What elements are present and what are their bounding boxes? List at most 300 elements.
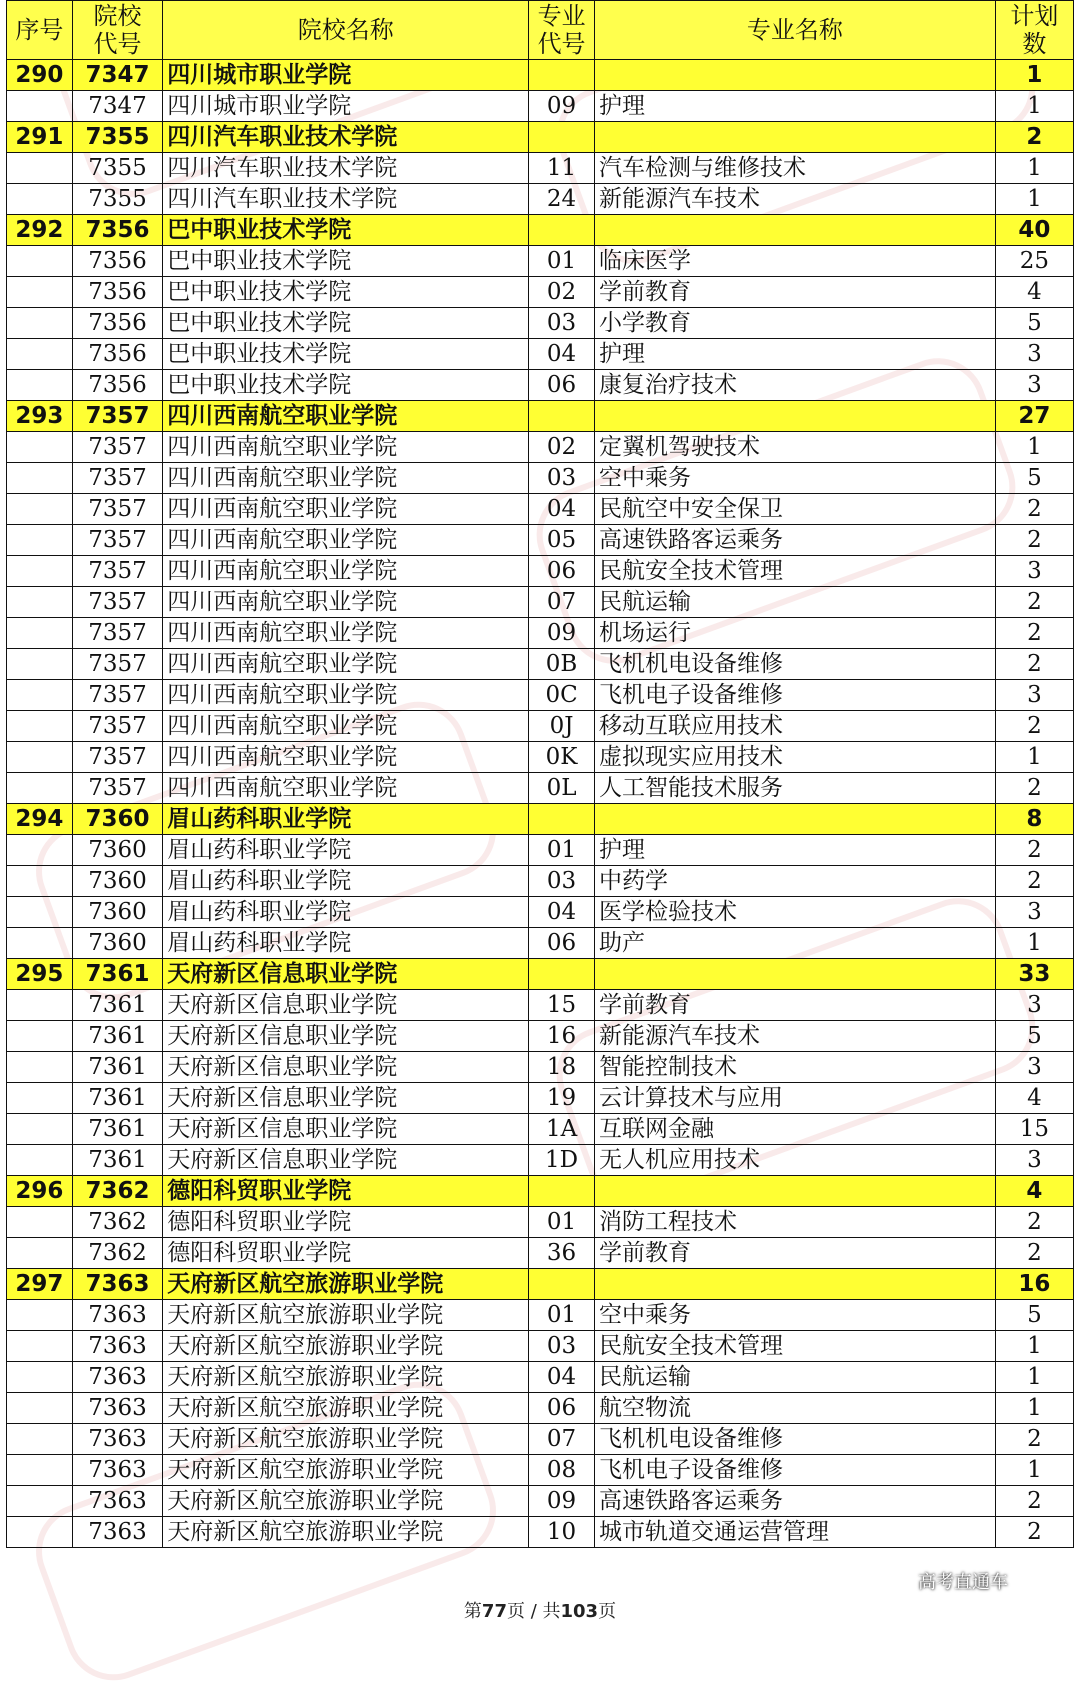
- school-code-cell: 7356: [72, 215, 162, 246]
- school-code-cell: 7361: [72, 1114, 162, 1145]
- major-row: [7, 1486, 1074, 1517]
- major-name-cell: 临床医学: [594, 246, 995, 277]
- plan-total-cell: 8: [995, 804, 1073, 835]
- major-name-cell: [594, 60, 995, 91]
- major-name-cell: 小学教育: [594, 308, 995, 339]
- school-name-cell: 四川西南航空职业学院: [163, 649, 529, 680]
- major-code-cell: 07: [529, 587, 595, 618]
- major-name-cell: 机场运行: [594, 618, 995, 649]
- school-group-row: [7, 1176, 1074, 1207]
- school-code-cell: 7356: [72, 246, 162, 277]
- plan-count-cell: 1: [995, 91, 1073, 122]
- school-code-cell: 7355: [72, 184, 162, 215]
- major-row: [7, 990, 1074, 1021]
- major-code-cell: 06: [529, 556, 595, 587]
- major-name-cell: 康复治疗技术: [594, 370, 995, 401]
- seq-cell: [7, 711, 73, 742]
- school-name-cell: 眉山药科职业学院: [163, 928, 529, 959]
- school-name-cell: 四川汽车职业技术学院: [163, 153, 529, 184]
- plan-count-cell: 25: [995, 246, 1073, 277]
- major-row: [7, 618, 1074, 649]
- major-code-cell: 01: [529, 246, 595, 277]
- school-code-cell: 7361: [72, 1083, 162, 1114]
- school-code-cell: 7356: [72, 339, 162, 370]
- source-watermark: 高考直通车: [918, 1572, 1008, 1593]
- major-code-cell: 0B: [529, 649, 595, 680]
- school-name-cell: 天府新区航空旅游职业学院: [163, 1269, 529, 1300]
- school-code-cell: 7356: [72, 370, 162, 401]
- plan-count-cell: 4: [995, 277, 1073, 308]
- school-name-cell: 天府新区信息职业学院: [163, 959, 529, 990]
- major-name-cell: 定翼机驾驶技术: [594, 432, 995, 463]
- school-group-row: [7, 1269, 1074, 1300]
- seq-cell: [7, 1362, 73, 1393]
- major-code-cell: 0K: [529, 742, 595, 773]
- school-code-cell: 7357: [72, 463, 162, 494]
- seq-cell: [7, 153, 73, 184]
- school-name-cell: 巴中职业技术学院: [163, 246, 529, 277]
- major-row: [7, 277, 1074, 308]
- school-code-cell: 7363: [72, 1517, 162, 1548]
- major-code-cell: 03: [529, 308, 595, 339]
- major-name-cell: 空中乘务: [594, 463, 995, 494]
- major-row: [7, 1083, 1074, 1114]
- major-row: [7, 1331, 1074, 1362]
- major-code-cell: 07: [529, 1424, 595, 1455]
- school-code-cell: 7360: [72, 804, 162, 835]
- seq-cell: [7, 649, 73, 680]
- school-name-cell: 四川西南航空职业学院: [163, 618, 529, 649]
- plan-count-cell: 15: [995, 1114, 1073, 1145]
- major-name-cell: 助产: [594, 928, 995, 959]
- major-row: [7, 1455, 1074, 1486]
- plan-count-cell: 5: [995, 1300, 1073, 1331]
- school-name-cell: 四川汽车职业技术学院: [163, 184, 529, 215]
- school-name-cell: 天府新区信息职业学院: [163, 1083, 529, 1114]
- major-name-cell: 云计算技术与应用: [594, 1083, 995, 1114]
- major-row: [7, 928, 1074, 959]
- school-code-cell: 7361: [72, 1052, 162, 1083]
- major-code-cell: 18: [529, 1052, 595, 1083]
- school-code-cell: 7362: [72, 1176, 162, 1207]
- plan-count-cell: 5: [995, 463, 1073, 494]
- major-name-cell: 虚拟现实应用技术: [594, 742, 995, 773]
- school-name-cell: 天府新区航空旅游职业学院: [163, 1393, 529, 1424]
- major-row: [7, 649, 1074, 680]
- major-name-cell: 新能源汽车技术: [594, 1021, 995, 1052]
- major-row: [7, 1362, 1074, 1393]
- seq-cell: [7, 835, 73, 866]
- table-header-row: [7, 1, 1074, 60]
- major-row: [7, 339, 1074, 370]
- major-name-cell: 移动互联应用技术: [594, 711, 995, 742]
- school-code-cell: 7357: [72, 587, 162, 618]
- major-name-cell: 高速铁路客运乘务: [594, 1486, 995, 1517]
- seq-cell: [7, 773, 73, 804]
- major-code-cell: 11: [529, 153, 595, 184]
- school-name-cell: 四川西南航空职业学院: [163, 432, 529, 463]
- school-code-cell: 7356: [72, 308, 162, 339]
- major-name-cell: 护理: [594, 835, 995, 866]
- major-code-cell: 03: [529, 866, 595, 897]
- seq-cell: [7, 339, 73, 370]
- major-code-cell: 0C: [529, 680, 595, 711]
- major-row: [7, 1145, 1074, 1176]
- major-code-cell: 06: [529, 370, 595, 401]
- major-code-cell: 03: [529, 1331, 595, 1362]
- school-name-cell: 天府新区航空旅游职业学院: [163, 1424, 529, 1455]
- major-name-cell: 医学检验技术: [594, 897, 995, 928]
- seq-cell: [7, 1393, 73, 1424]
- header-school-code: 院校 代号: [72, 1, 162, 60]
- major-name-cell: [594, 1176, 995, 1207]
- school-code-cell: 7360: [72, 835, 162, 866]
- school-name-cell: 天府新区信息职业学院: [163, 1021, 529, 1052]
- seq-cell: [7, 1424, 73, 1455]
- seq-cell: [7, 866, 73, 897]
- school-group-row: [7, 804, 1074, 835]
- major-row: [7, 897, 1074, 928]
- seq-cell: [7, 494, 73, 525]
- major-code-cell: 06: [529, 928, 595, 959]
- seq-cell: [7, 1517, 73, 1548]
- school-code-cell: 7357: [72, 711, 162, 742]
- plan-count-cell: 2: [995, 866, 1073, 897]
- plan-total-cell: 40: [995, 215, 1073, 246]
- seq-cell: 291: [7, 122, 73, 153]
- major-code-cell: 04: [529, 339, 595, 370]
- seq-cell: 297: [7, 1269, 73, 1300]
- school-name-cell: 眉山药科职业学院: [163, 897, 529, 928]
- major-code-cell: 04: [529, 897, 595, 928]
- school-group-row: [7, 401, 1074, 432]
- major-name-cell: [594, 804, 995, 835]
- seq-cell: [7, 556, 73, 587]
- school-name-cell: 四川西南航空职业学院: [163, 525, 529, 556]
- major-row: [7, 1052, 1074, 1083]
- school-name-cell: 四川西南航空职业学院: [163, 463, 529, 494]
- major-row: [7, 1517, 1074, 1548]
- school-name-cell: 天府新区航空旅游职业学院: [163, 1300, 529, 1331]
- major-code-cell: 06: [529, 1393, 595, 1424]
- major-code-cell: [529, 122, 595, 153]
- major-row: [7, 742, 1074, 773]
- school-name-cell: 四川西南航空职业学院: [163, 556, 529, 587]
- plan-count-cell: 1: [995, 184, 1073, 215]
- plan-count-cell: 1: [995, 1455, 1073, 1486]
- major-name-cell: 空中乘务: [594, 1300, 995, 1331]
- plan-count-cell: 5: [995, 1021, 1073, 1052]
- plan-count-cell: 1: [995, 928, 1073, 959]
- school-name-cell: 眉山药科职业学院: [163, 804, 529, 835]
- major-code-cell: 01: [529, 1207, 595, 1238]
- major-row: [7, 835, 1074, 866]
- school-code-cell: 7363: [72, 1486, 162, 1517]
- plan-total-cell: 33: [995, 959, 1073, 990]
- header-seq: 序号: [7, 1, 73, 60]
- major-name-cell: 飞机电子设备维修: [594, 1455, 995, 1486]
- seq-cell: 292: [7, 215, 73, 246]
- major-code-cell: 1A: [529, 1114, 595, 1145]
- school-code-cell: 7363: [72, 1424, 162, 1455]
- plan-count-cell: 2: [995, 525, 1073, 556]
- school-code-cell: 7362: [72, 1207, 162, 1238]
- plan-total-cell: 2: [995, 122, 1073, 153]
- major-name-cell: 民航空中安全保卫: [594, 494, 995, 525]
- major-row: [7, 308, 1074, 339]
- plan-count-cell: 1: [995, 1362, 1073, 1393]
- major-name-cell: [594, 959, 995, 990]
- major-code-cell: 01: [529, 1300, 595, 1331]
- school-name-cell: 四川西南航空职业学院: [163, 587, 529, 618]
- seq-cell: [7, 618, 73, 649]
- school-name-cell: 巴中职业技术学院: [163, 339, 529, 370]
- major-code-cell: 15: [529, 990, 595, 1021]
- plan-count-cell: 3: [995, 339, 1073, 370]
- major-name-cell: 学前教育: [594, 990, 995, 1021]
- seq-cell: [7, 1331, 73, 1362]
- major-row: [7, 184, 1074, 215]
- seq-cell: [7, 525, 73, 556]
- seq-cell: [7, 1238, 73, 1269]
- school-code-cell: 7357: [72, 618, 162, 649]
- major-name-cell: 学前教育: [594, 1238, 995, 1269]
- major-code-cell: 04: [529, 494, 595, 525]
- major-name-cell: 互联网金融: [594, 1114, 995, 1145]
- seq-cell: 296: [7, 1176, 73, 1207]
- seq-cell: [7, 742, 73, 773]
- school-name-cell: 天府新区信息职业学院: [163, 990, 529, 1021]
- major-name-cell: 民航安全技术管理: [594, 1331, 995, 1362]
- school-name-cell: 四川西南航空职业学院: [163, 494, 529, 525]
- school-code-cell: 7357: [72, 432, 162, 463]
- major-code-cell: 09: [529, 618, 595, 649]
- plan-count-cell: 2: [995, 649, 1073, 680]
- school-name-cell: 四川西南航空职业学院: [163, 401, 529, 432]
- major-name-cell: 汽车检测与维修技术: [594, 153, 995, 184]
- school-code-cell: 7362: [72, 1238, 162, 1269]
- major-name-cell: 护理: [594, 339, 995, 370]
- school-name-cell: 眉山药科职业学院: [163, 866, 529, 897]
- major-name-cell: 城市轨道交通运营管理: [594, 1517, 995, 1548]
- school-code-cell: 7361: [72, 1145, 162, 1176]
- seq-cell: [7, 184, 73, 215]
- school-group-row: [7, 60, 1074, 91]
- seq-cell: [7, 1455, 73, 1486]
- school-name-cell: 巴中职业技术学院: [163, 215, 529, 246]
- major-row: [7, 153, 1074, 184]
- school-code-cell: 7357: [72, 401, 162, 432]
- school-name-cell: 德阳科贸职业学院: [163, 1207, 529, 1238]
- header-school-name: 院校名称: [163, 1, 529, 60]
- school-code-cell: 7361: [72, 990, 162, 1021]
- school-name-cell: 四川西南航空职业学院: [163, 773, 529, 804]
- school-code-cell: 7363: [72, 1300, 162, 1331]
- major-code-cell: 08: [529, 1455, 595, 1486]
- major-name-cell: 民航运输: [594, 587, 995, 618]
- major-code-cell: 09: [529, 1486, 595, 1517]
- plan-count-cell: 1: [995, 432, 1073, 463]
- plan-count-cell: 3: [995, 990, 1073, 1021]
- school-code-cell: 7363: [72, 1269, 162, 1300]
- school-code-cell: 7360: [72, 928, 162, 959]
- plan-total-cell: 1: [995, 60, 1073, 91]
- major-row: [7, 246, 1074, 277]
- major-name-cell: 中药学: [594, 866, 995, 897]
- plan-count-cell: 3: [995, 897, 1073, 928]
- school-name-cell: 天府新区航空旅游职业学院: [163, 1331, 529, 1362]
- seq-cell: [7, 463, 73, 494]
- major-code-cell: 0L: [529, 773, 595, 804]
- major-code-cell: 16: [529, 1021, 595, 1052]
- school-name-cell: 天府新区信息职业学院: [163, 1114, 529, 1145]
- major-row: [7, 556, 1074, 587]
- plan-count-cell: 3: [995, 556, 1073, 587]
- seq-cell: [7, 1083, 73, 1114]
- school-group-row: [7, 215, 1074, 246]
- major-code-cell: 05: [529, 525, 595, 556]
- major-row: [7, 866, 1074, 897]
- school-code-cell: 7363: [72, 1331, 162, 1362]
- seq-cell: [7, 1114, 73, 1145]
- plan-count-cell: 2: [995, 1517, 1073, 1548]
- plan-total-cell: 4: [995, 1176, 1073, 1207]
- plan-count-cell: 1: [995, 1393, 1073, 1424]
- school-code-cell: 7355: [72, 153, 162, 184]
- major-name-cell: 飞机机电设备维修: [594, 1424, 995, 1455]
- major-code-cell: 03: [529, 463, 595, 494]
- plan-count-cell: 1: [995, 153, 1073, 184]
- major-code-cell: [529, 60, 595, 91]
- major-row: [7, 587, 1074, 618]
- school-name-cell: 巴中职业技术学院: [163, 308, 529, 339]
- seq-cell: 294: [7, 804, 73, 835]
- major-code-cell: 19: [529, 1083, 595, 1114]
- major-name-cell: [594, 401, 995, 432]
- major-name-cell: 高速铁路客运乘务: [594, 525, 995, 556]
- major-code-cell: 04: [529, 1362, 595, 1393]
- plan-total-cell: 27: [995, 401, 1073, 432]
- major-row: [7, 773, 1074, 804]
- major-row: [7, 1393, 1074, 1424]
- plan-count-cell: 3: [995, 1052, 1073, 1083]
- header-plan-count: 计划 数: [995, 1, 1073, 60]
- major-name-cell: 飞机机电设备维修: [594, 649, 995, 680]
- seq-cell: [7, 370, 73, 401]
- school-code-cell: 7357: [72, 525, 162, 556]
- seq-cell: [7, 432, 73, 463]
- school-code-cell: 7355: [72, 122, 162, 153]
- major-row: [7, 711, 1074, 742]
- school-name-cell: 四川汽车职业技术学院: [163, 122, 529, 153]
- school-code-cell: 7347: [72, 91, 162, 122]
- major-code-cell: [529, 959, 595, 990]
- major-row: [7, 1207, 1074, 1238]
- major-name-cell: 航空物流: [594, 1393, 995, 1424]
- seq-cell: [7, 897, 73, 928]
- school-name-cell: 四川城市职业学院: [163, 91, 529, 122]
- school-code-cell: 7347: [72, 60, 162, 91]
- school-group-row: [7, 122, 1074, 153]
- school-code-cell: 7360: [72, 897, 162, 928]
- plan-count-cell: 2: [995, 618, 1073, 649]
- seq-cell: [7, 928, 73, 959]
- seq-cell: [7, 1486, 73, 1517]
- plan-count-cell: 2: [995, 773, 1073, 804]
- seq-cell: [7, 1145, 73, 1176]
- school-name-cell: 天府新区信息职业学院: [163, 1052, 529, 1083]
- plan-count-cell: 2: [995, 711, 1073, 742]
- plan-count-cell: 4: [995, 1083, 1073, 1114]
- plan-count-cell: 1: [995, 742, 1073, 773]
- major-code-cell: [529, 401, 595, 432]
- major-row: [7, 1021, 1074, 1052]
- plan-count-cell: 2: [995, 1486, 1073, 1517]
- major-code-cell: 1D: [529, 1145, 595, 1176]
- school-name-cell: 天府新区信息职业学院: [163, 1145, 529, 1176]
- major-code-cell: 02: [529, 432, 595, 463]
- plan-count-cell: 2: [995, 587, 1073, 618]
- major-name-cell: 民航运输: [594, 1362, 995, 1393]
- seq-cell: 293: [7, 401, 73, 432]
- major-code-cell: 01: [529, 835, 595, 866]
- school-name-cell: 天府新区航空旅游职业学院: [163, 1486, 529, 1517]
- major-code-cell: 0J: [529, 711, 595, 742]
- plan-count-cell: 2: [995, 835, 1073, 866]
- school-name-cell: 四川西南航空职业学院: [163, 742, 529, 773]
- major-name-cell: 人工智能技术服务: [594, 773, 995, 804]
- seq-cell: 295: [7, 959, 73, 990]
- major-name-cell: 民航安全技术管理: [594, 556, 995, 587]
- school-name-cell: 巴中职业技术学院: [163, 277, 529, 308]
- seq-cell: [7, 990, 73, 1021]
- major-row: [7, 680, 1074, 711]
- major-row: [7, 463, 1074, 494]
- major-name-cell: [594, 215, 995, 246]
- school-name-cell: 天府新区航空旅游职业学院: [163, 1517, 529, 1548]
- major-name-cell: [594, 122, 995, 153]
- seq-cell: [7, 1207, 73, 1238]
- major-row: [7, 525, 1074, 556]
- school-code-cell: 7361: [72, 959, 162, 990]
- plan-count-cell: 3: [995, 1145, 1073, 1176]
- plan-count-cell: 2: [995, 1424, 1073, 1455]
- seq-cell: [7, 1052, 73, 1083]
- plan-count-cell: 3: [995, 370, 1073, 401]
- school-code-cell: 7363: [72, 1362, 162, 1393]
- school-name-cell: 巴中职业技术学院: [163, 370, 529, 401]
- major-row: [7, 1114, 1074, 1145]
- seq-cell: 290: [7, 60, 73, 91]
- major-code-cell: [529, 215, 595, 246]
- plan-count-cell: 2: [995, 1238, 1073, 1269]
- plan-count-cell: 1: [995, 1331, 1073, 1362]
- major-code-cell: [529, 1176, 595, 1207]
- major-row: [7, 432, 1074, 463]
- major-row: [7, 494, 1074, 525]
- seq-cell: [7, 1300, 73, 1331]
- plan-count-cell: 2: [995, 1207, 1073, 1238]
- major-code-cell: 24: [529, 184, 595, 215]
- school-code-cell: 7357: [72, 556, 162, 587]
- school-name-cell: 天府新区航空旅游职业学院: [163, 1362, 529, 1393]
- school-name-cell: 眉山药科职业学院: [163, 835, 529, 866]
- school-code-cell: 7361: [72, 1021, 162, 1052]
- school-name-cell: 德阳科贸职业学院: [163, 1176, 529, 1207]
- seq-cell: [7, 587, 73, 618]
- enrollment-plan-table: [6, 0, 1074, 1548]
- seq-cell: [7, 308, 73, 339]
